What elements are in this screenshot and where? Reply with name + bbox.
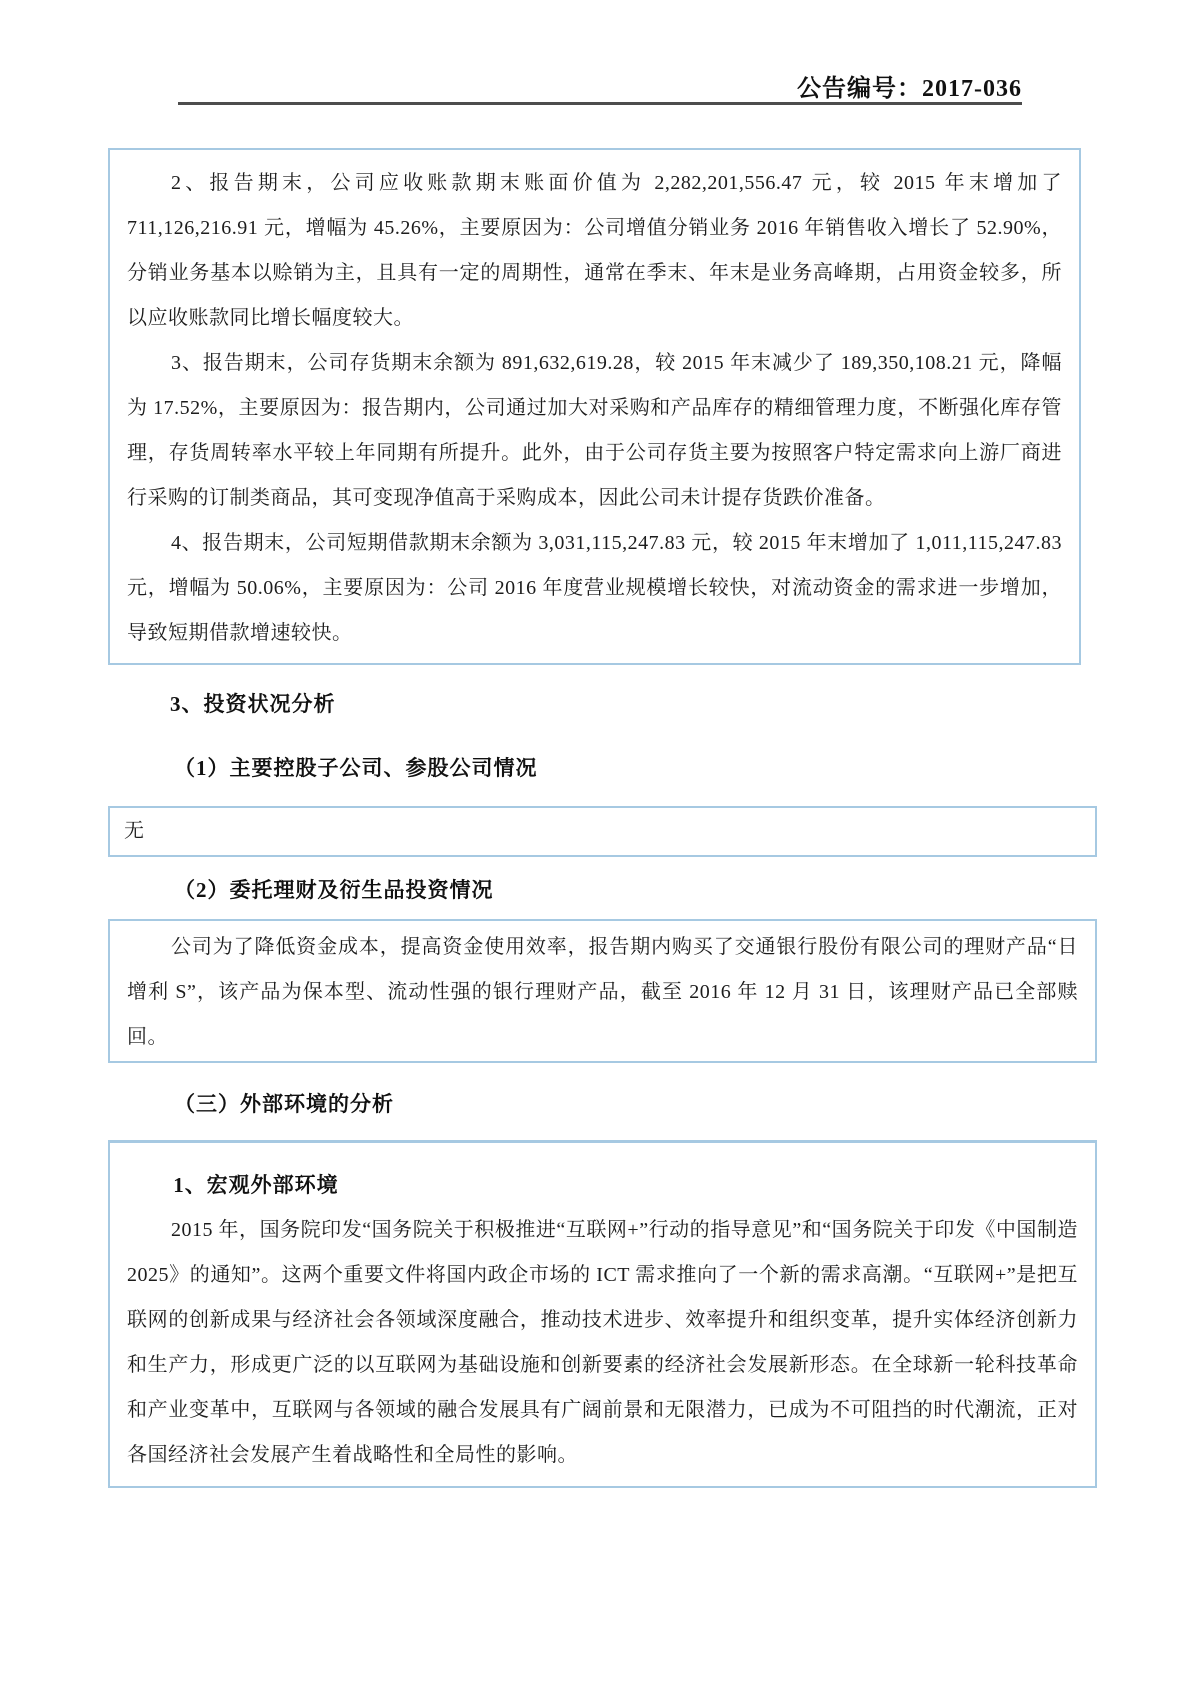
section-title-investment: 3、投资状况分析 — [170, 692, 336, 716]
paragraph-receivables: 2、报告期末，公司应收账款期末账面价值为 2,282,201,556.47 元，较 2015 年末增加了 711,126,216.91 元，增幅为 45.26%，主要原因为：公司增值分销业务 2016 年销售收入增长了 52.90%，分销业务基本以赊销为主，且具有一定的周期性，通常在季末、年末是业务高峰期，占用资金较多，所以应收账款同比增长幅度较大。 — [127, 172, 1062, 329]
macro-environment-title: 1、宏观外部环境 — [173, 1173, 339, 1197]
macro-environment-box — [108, 1140, 1097, 1488]
paragraph-wealth-management: 公司为了降低资金成本，提高资金使用效率，报告期内购买了交通银行股份有限公司的理财产品“日增利 S”，该产品为保本型、流动性强的银行理财产品，截至 2016 年 12 月 31 日，该理财产品已全部赎回。 — [127, 936, 1078, 1048]
paragraph-short-term-loans: 4、报告期末，公司短期借款期末余额为 3,031,115,247.83 元，较 2015 年末增加了 1,011,115,247.83 元，增幅为 50.06%，主要原因为：公司 2016 年度营业规模增长较快，对流动资金的需求进一步增加，导致短期借款增速较快。 — [127, 532, 1062, 644]
header-rule — [178, 102, 1022, 105]
subsidiaries-none-text: 无 — [124, 820, 145, 842]
financial-notes-box — [108, 148, 1081, 665]
subsidiaries-none-box — [108, 806, 1097, 857]
subsection-title-entrusted-wealth: （2）委托理财及衍生品投资情况 — [174, 878, 494, 902]
wealth-management-box — [108, 919, 1097, 1063]
paragraph-macro-environment: 2015 年，国务院印发“国务院关于积极推进“互联网+”行动的指导意见”和“国务院关于印发《中国制造 2025》的通知”。这两个重要文件将国内政企市场的 ICT 需求推向了一个新的需求高潮。“互联网+”是把互联网的创新成果与经济社会各领域深度融合，推动技术进步、效率提升和组织变革，提升实体经济创新力和生产力，形成更广泛的以互联网为基础设施和创新要素的经济社会发展新形态。在全球新一轮科技革命和产业变革中，互联网与各领域的融合发展具有广阔前景和无限潜力，已成为不可阻挡的时代潮流，正对各国经济社会发展产生着战略性和全局性的影响。 — [127, 1219, 1078, 1466]
announcement-number: 公告编号：2017-036 — [797, 76, 1022, 102]
subsection-title-subsidiaries: （1）主要控股子公司、参股公司情况 — [174, 756, 538, 780]
section-title-external-environment: （三）外部环境的分析 — [174, 1092, 394, 1116]
paragraph-inventory: 3、报告期末，公司存货期末余额为 891,632,619.28，较 2015 年末减少了 189,350,108.21 元，降幅为 17.52%，主要原因为：报告期内，公司通过加大对采购和产品库存的精细管理力度，不断强化库存管理，存货周转率水平较上年同期有所提升。此外，由于公司存货主要为按照客户特定需求向上游厂商进行采购的订制类商品，其可变现净值高于采购成本，因此公司未计提存货跌价准备。 — [127, 352, 1062, 509]
